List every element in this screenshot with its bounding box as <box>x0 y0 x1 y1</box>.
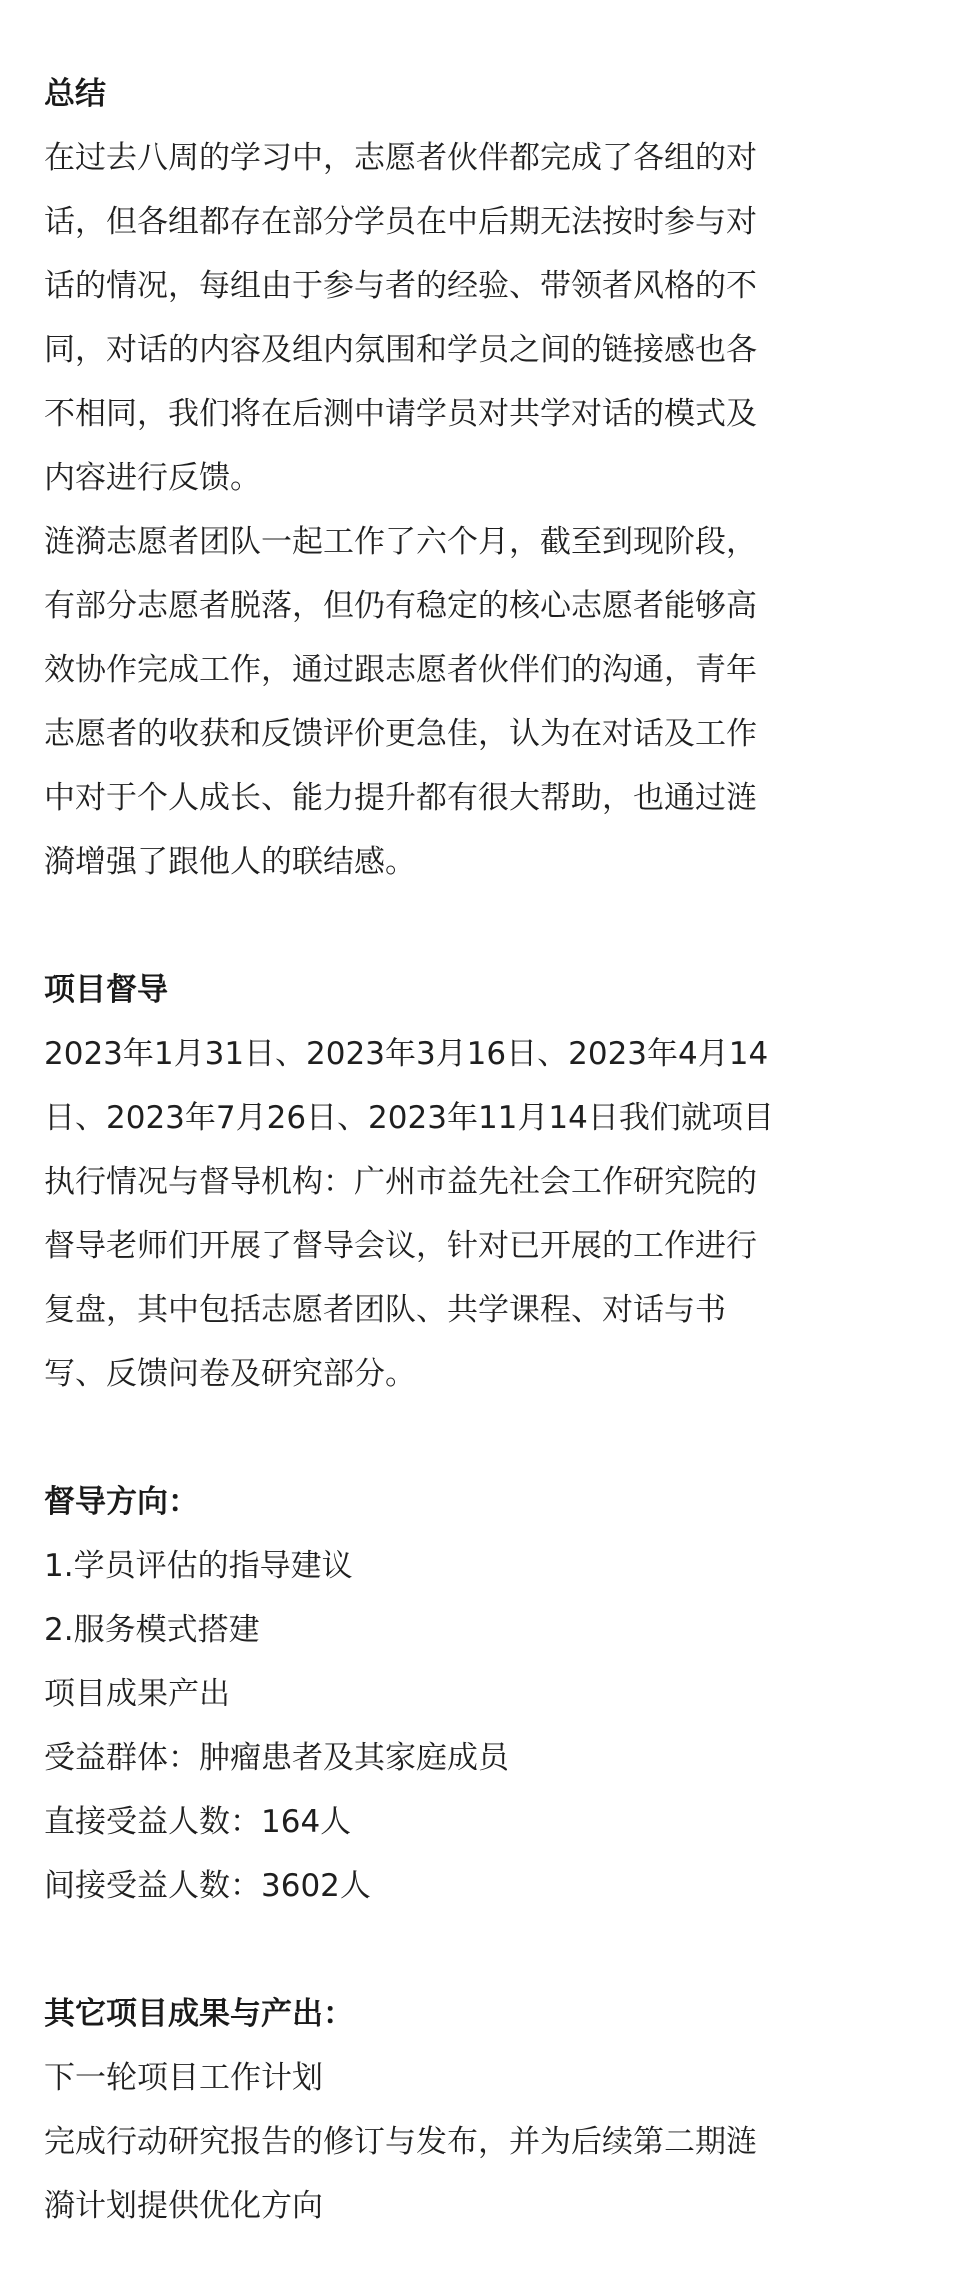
text-line: 效协作完成工作，通过跟志愿者伙伴们的沟通，青年 <box>44 652 757 688</box>
text-line: 中对于个人成长、能力提升都有很大帮助，也通过涟 <box>44 780 757 816</box>
section-heading: 其它项目成果与产出： <box>44 1996 354 2032</box>
section-spacer <box>44 1918 890 1982</box>
text-line: 完成行动研究报告的修订与发布，并为后续第二期涟 <box>44 2124 757 2160</box>
text-line: 2.服务模式搭建 <box>44 1612 260 1648</box>
text-line: 执行情况与督导机构：广州市益先社会工作研究院的 <box>44 1164 757 1200</box>
paragraph <box>44 1662 890 1726</box>
text-line: 间接受益人数：3602人 <box>44 1868 371 1904</box>
text-line: 同，对话的内容及组内氛围和学员之间的链接感也各 <box>44 332 757 368</box>
text-line: 在过去八周的学习中，志愿者伙伴都完成了各组的对 <box>44 140 757 176</box>
text-line: 话的情况，每组由于参与者的经验、带领者风格的不 <box>44 268 757 304</box>
content-section <box>44 1982 890 2238</box>
text-line: 有部分志愿者脱落，但仍有稳定的核心志愿者能够高 <box>44 588 757 624</box>
paragraph <box>44 510 890 894</box>
text-line: 直接受益人数：164人 <box>44 1804 352 1840</box>
text-line: 1.学员评估的指导建议 <box>44 1548 353 1584</box>
text-line: 漪计划提供优化方向 <box>44 2188 323 2224</box>
text-line: 督导老师们开展了督导会议，针对已开展的工作进行 <box>44 1228 757 1264</box>
text-line: 下一轮项目工作计划 <box>44 2060 323 2096</box>
text-line: 涟漪志愿者团队一起工作了六个月，截至到现阶段， <box>44 524 757 560</box>
content-section <box>44 62 890 894</box>
paragraph <box>44 1790 890 1854</box>
section-heading: 项目督导 <box>44 972 168 1008</box>
text-line: 内容进行反馈。 <box>44 460 261 496</box>
section-heading: 督导方向： <box>44 1484 199 1520</box>
text-line: 2023年1月31日、2023年3月16日、2023年4月14 <box>44 1036 769 1072</box>
paragraph <box>44 1022 890 1406</box>
text-line: 日、2023年7月26日、2023年11月14日我们就项目 <box>44 1100 774 1136</box>
paragraph <box>44 1534 890 1598</box>
paragraph <box>44 1726 890 1790</box>
text-line: 复盘，其中包括志愿者团队、共学课程、对话与书 <box>44 1292 726 1328</box>
section-heading: 总结 <box>44 76 106 112</box>
paragraph <box>44 1854 890 1918</box>
paragraph <box>44 2110 890 2238</box>
text-line: 话，但各组都存在部分学员在中后期无法按时参与对 <box>44 204 757 240</box>
text-line: 写、反馈问卷及研究部分。 <box>44 1356 416 1392</box>
paragraph <box>44 2046 890 2110</box>
section-spacer <box>44 894 890 958</box>
paragraph <box>44 1598 890 1662</box>
text-line: 漪增强了跟他人的联结感。 <box>44 844 416 880</box>
paragraph <box>44 126 890 510</box>
text-line: 受益群体：肿瘤患者及其家庭成员 <box>44 1740 509 1776</box>
text-line: 志愿者的收获和反馈评价更急佳，认为在对话及工作 <box>44 716 757 752</box>
text-line: 不相同，我们将在后测中请学员对共学对话的模式及 <box>44 396 757 432</box>
content-section <box>44 958 890 1406</box>
content-section <box>44 1470 890 1918</box>
section-spacer <box>44 1406 890 1470</box>
text-line: 项目成果产出 <box>44 1676 230 1712</box>
